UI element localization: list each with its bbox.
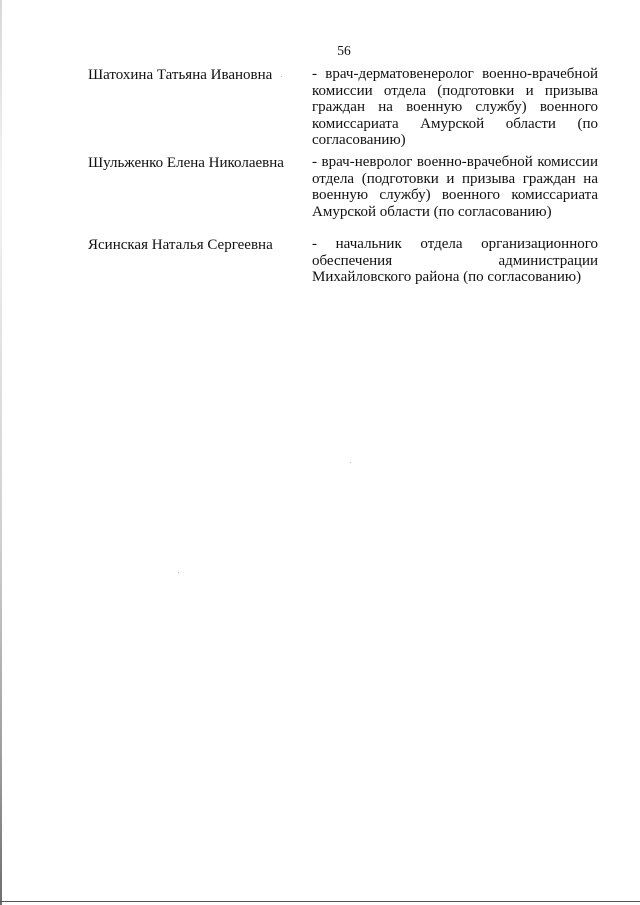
scan-edge-left [0, 0, 2, 905]
scan-speck [281, 76, 282, 77]
scan-speck [178, 572, 179, 573]
scan-speck [350, 462, 351, 463]
member-name: Шатохина Татьяна Ивановна [88, 67, 273, 83]
scan-edge-bottom [0, 901, 640, 902]
member-role: - врач-дерматовенеролог военно-врачебной комиссии отдела (подготовки и призыва граждан на военную службу) военного комиссариата Амурской области (по согласованию) [312, 66, 598, 148]
member-name: Шульженко Елена Николаевна [88, 155, 284, 171]
member-role: - начальник отдела организационного обеспечения администрации Михайловского района (по согласованию) [312, 236, 598, 285]
page-number: 56 [337, 43, 351, 58]
member-role: - врач-невролог военно-врачебной комиссии отдела (подготовки и призыва граждан на военную службу) военного комиссариата Амурской области (по согласованию) [312, 154, 598, 220]
member-name: Ясинская Наталья Сергеевна [88, 237, 273, 253]
